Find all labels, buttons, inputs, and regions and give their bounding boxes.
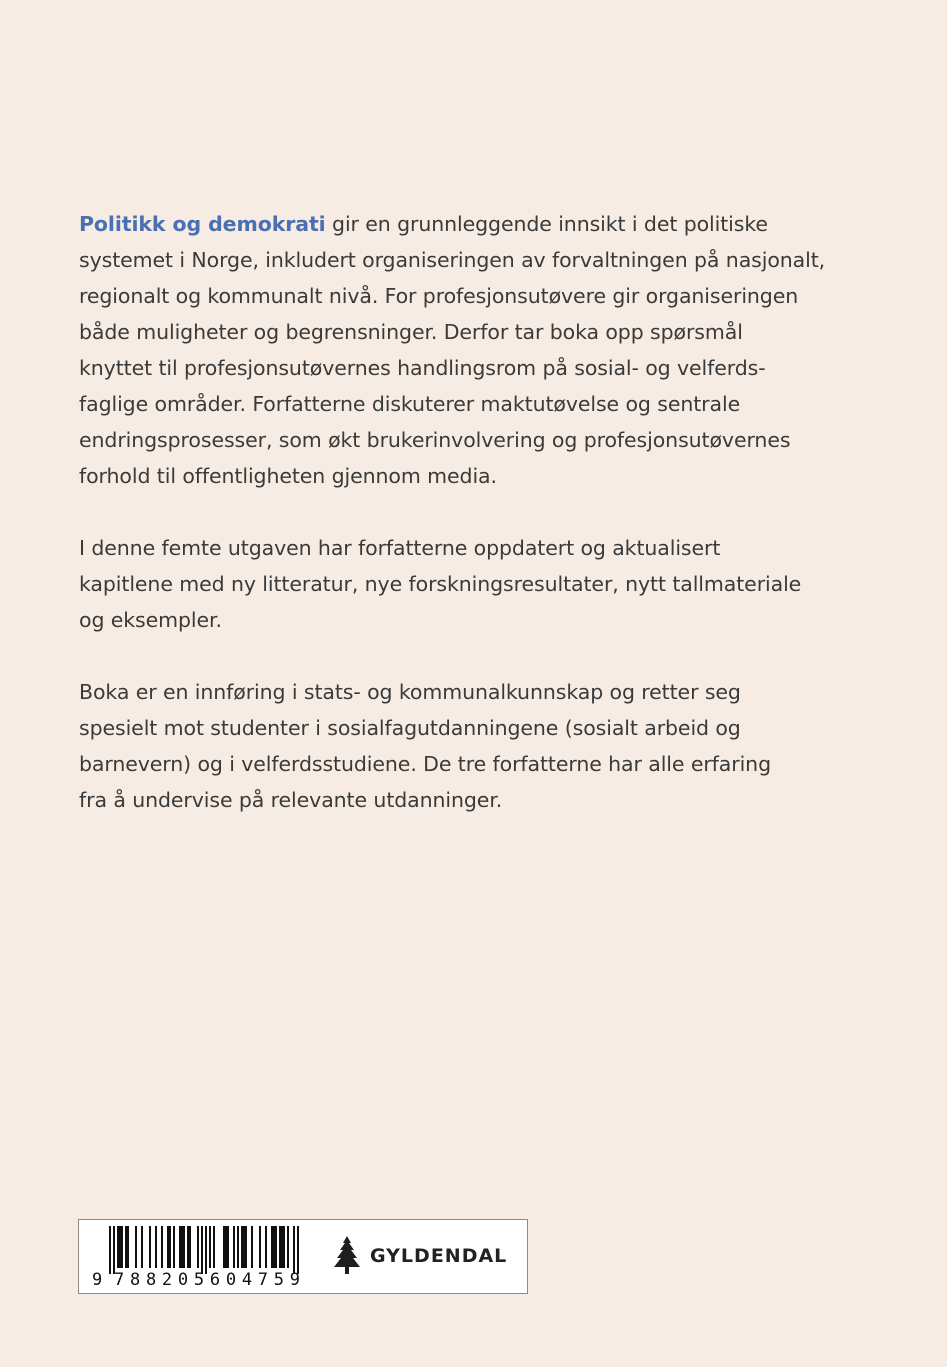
barcode-bar <box>141 1226 143 1268</box>
barcode-bar <box>169 1226 171 1268</box>
barcode-bar <box>237 1226 239 1268</box>
text-line: kapitlene med ny litteratur, nye forskningsresultater, nytt tallmateriale <box>79 572 802 596</box>
barcode-bar <box>275 1226 277 1268</box>
text-line: systemet i Norge, inkludert organiseringen av forvaltningen på nasjonalt, <box>79 248 826 272</box>
text-line <box>79 206 879 242</box>
barcode-bar <box>135 1226 137 1268</box>
barcode-bar <box>259 1226 261 1268</box>
barcode-bar <box>243 1226 245 1268</box>
barcode-bar <box>293 1226 295 1274</box>
publisher-name: GYLDENDAL <box>370 1245 508 1267</box>
barcode-bar <box>271 1226 273 1268</box>
text-line: faglige områder. Forfatterne diskuterer maktutøvelse og sentrale <box>79 392 741 416</box>
barcode-bar <box>125 1226 127 1268</box>
barcode-bar <box>121 1226 123 1268</box>
barcode-bar <box>119 1226 121 1268</box>
text-line: både muligheter og begrensninger. Derfor tar boka opp spørsmål <box>79 320 743 344</box>
barcode-bar <box>201 1226 203 1274</box>
barcode-bars <box>109 1226 299 1274</box>
barcode-bar <box>205 1226 207 1274</box>
barcode-bar <box>155 1226 157 1268</box>
barcode-bar <box>245 1226 247 1268</box>
description-paragraph-1 <box>79 206 879 494</box>
barcode-bar <box>279 1226 281 1268</box>
barcode-bar <box>213 1226 215 1268</box>
barcode-bar <box>283 1226 285 1268</box>
barcode-bar <box>197 1226 199 1268</box>
barcode-panel <box>78 1219 528 1294</box>
barcode-bar <box>161 1226 163 1268</box>
barcode-first-digit: 9 <box>92 1270 103 1288</box>
description-paragraph-3 <box>79 674 879 818</box>
barcode-bar <box>287 1226 289 1268</box>
text-line: knyttet til profesjonsutøvernes handlingsrom på sosial- og velferds- <box>79 356 766 380</box>
barcode-bar <box>149 1226 151 1268</box>
text-line: endringsprosesser, som økt brukerinvolvering og profesjonsutøvernes <box>79 428 791 452</box>
barcode-bar <box>183 1226 185 1268</box>
description-paragraph-2 <box>79 530 879 638</box>
text-line: Boka er en innføring i stats- og kommunalkunnskap og retter seg <box>79 680 741 704</box>
barcode-bar <box>223 1226 225 1268</box>
barcode-bar <box>225 1226 227 1268</box>
text-line: fra å undervise på relevante utdanninger. <box>79 788 503 812</box>
barcode-bar <box>281 1226 283 1268</box>
barcode-bar <box>187 1226 189 1268</box>
text-line-fragment: gir en grunnleggende innsikt i det politiske <box>325 212 768 236</box>
barcode-bar <box>209 1226 211 1268</box>
barcode-bar <box>167 1226 169 1268</box>
isbn-barcode <box>87 1226 319 1288</box>
barcode-bar <box>251 1226 253 1268</box>
barcode-bar <box>265 1226 267 1268</box>
barcode-bar <box>273 1226 275 1268</box>
barcode-bar <box>117 1226 119 1268</box>
publisher-logo <box>332 1236 507 1276</box>
book-title: Politikk og demokrati <box>79 212 326 236</box>
text-line: I denne femte utgaven har forfatterne oppdatert og aktualisert <box>79 536 721 560</box>
barcode-bar <box>173 1226 175 1268</box>
text-line: barnevern) og i velferdsstudiene. De tre forfatterne har alle erfaring <box>79 752 771 776</box>
barcode-bar <box>297 1226 299 1274</box>
barcode-bar <box>127 1226 129 1268</box>
barcode-bar <box>233 1226 235 1268</box>
barcode-bar <box>227 1226 229 1268</box>
text-line: forhold til offentligheten gjennom media. <box>79 464 497 488</box>
text-line: regionalt og kommunalt nivå. For profesjonsutøvere gir organiseringen <box>79 284 799 308</box>
barcode-bar <box>179 1226 181 1268</box>
barcode-bar <box>113 1226 115 1274</box>
barcode-bar <box>181 1226 183 1268</box>
barcode-bar <box>109 1226 111 1274</box>
barcode-bar <box>241 1226 243 1268</box>
text-line: og eksempler. <box>79 608 222 632</box>
barcode-digits: 788205604759 <box>114 1270 300 1288</box>
barcode-bar <box>189 1226 191 1268</box>
tree-icon <box>332 1236 362 1276</box>
text-line: spesielt mot studenter i sosialfagutdanningene (sosialt arbeid og <box>79 716 741 740</box>
